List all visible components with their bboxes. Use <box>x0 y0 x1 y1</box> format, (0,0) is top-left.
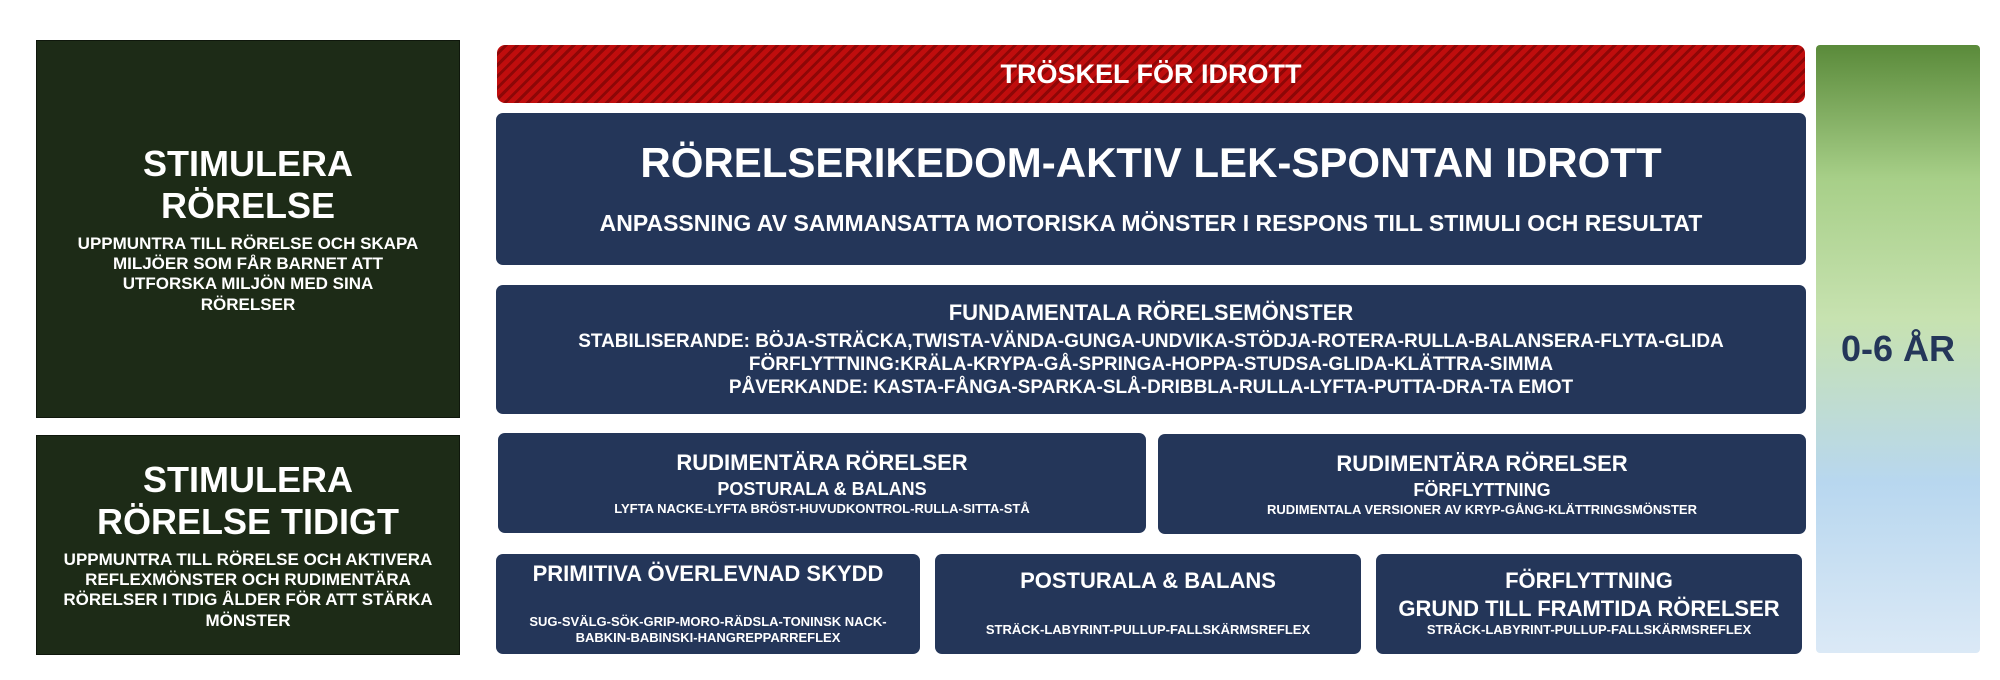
locomotion-foundation-box <box>1376 554 1802 654</box>
postural-balance-box <box>935 554 1361 654</box>
movement-richness-title: RÖRELSERIKEDOM-AKTIV LEK-SPONTAN IDROTT <box>640 139 1662 187</box>
locomotion-foundation-title-line1: FÖRFLYTTNING <box>1505 568 1673 593</box>
stimulate-early-title-line1: STIMULERA <box>142 458 353 500</box>
rudimentary-locomotion-subtitle: FÖRFLYTTNING <box>1413 480 1551 501</box>
threshold-label: TRÖSKEL FÖR IDROTT <box>1000 58 1302 89</box>
fundamental-patterns-box <box>496 285 1806 414</box>
stimulate-movement-box <box>36 40 460 418</box>
rudimentary-postural-detail: LYFTA NACKE-LYFTA BRÖST-HUVUDKONTROL-RULLA-SITTA-STÅ <box>614 500 1030 516</box>
movement-richness-box <box>496 113 1806 265</box>
stimulate-early-movement-box <box>36 435 460 655</box>
movement-richness-subtitle: ANPASSNING AV SAMMANSATTA MOTORISKA MÖNSTER I RESPONS TILL STIMULI OCH RESULTAT <box>599 210 1703 237</box>
stimulate-movement-title <box>143 143 353 228</box>
rudimentary-postural-box <box>498 433 1146 533</box>
threshold-banner <box>497 45 1805 103</box>
stimulate-early-title <box>97 459 399 544</box>
fundamental-patterns-title: FUNDAMENTALA RÖRELSEMÖNSTER <box>948 299 1354 325</box>
fundamental-line-manipulative: PÅVERKANDE: KASTA-FÅNGA-SPARKA-SLÅ-DRIBBLA-RULLA-LYFTA-PUTTA-DRA-TA EMOT <box>728 376 1574 398</box>
rudimentary-postural-title: RUDIMENTÄRA RÖRELSER <box>676 449 968 475</box>
fundamental-line-stabilizing: STABILISERANDE: BÖJA-STRÄCKA,TWISTA-VÄNDA-GUNGA-UNDVIKA-STÖDJA-ROTERA-RULLA-BALANSERA-FLYTA-GLIDA <box>578 331 1724 352</box>
stimulate-early-title-line2: RÖRELSE TIDIGT <box>96 501 399 543</box>
primitive-survival-detail: SUG-SVÄLG-SÖK-GRIP-MORO-RÄDSLA-TONINSK NACK-BABKIN-BABINSKI-HANGREPPARREFLEX <box>529 614 887 645</box>
stimulate-early-desc: UPPMUNTRA TILL RÖRELSE OCH AKTIVERA REFLEXMÖNSTER OCH RUDIMENTÄRA RÖRELSER I TIDIG ÅLDER FÖR ATT STÄRKA MÖNSTER <box>63 549 433 630</box>
locomotion-foundation-title-line2: GRUND TILL FRAMTIDA RÖRELSER <box>1398 596 1780 621</box>
rudimentary-locomotion-box <box>1158 434 1806 534</box>
stimulate-movement-title-line2: RÖRELSE <box>160 185 336 227</box>
age-range-bar <box>1816 45 1980 653</box>
postural-balance-detail: STRÄCK-LABYRINT-PULLUP-FALLSKÄRMSREFLEX <box>985 622 1311 637</box>
postural-balance-title: POSTURALA & BALANS <box>1020 568 1276 593</box>
fundamental-line-locomotion: FÖRFLYTTNING:KRÄLA-KRYPA-GÅ-SPRINGA-HOPPA-STUDSA-GLIDA-KLÄTTRA-SIMMA <box>748 353 1554 375</box>
rudimentary-locomotion-detail: RUDIMENTALA VERSIONER AV KRYP-GÅNG-KLÄTTRINGSMÖNSTER <box>1267 501 1697 517</box>
primitive-survival-title: PRIMITIVA ÖVERLEVNAD SKYDD <box>532 561 884 586</box>
primitive-survival-box <box>496 554 920 654</box>
rudimentary-locomotion-title: RUDIMENTÄRA RÖRELSER <box>1336 450 1628 476</box>
stimulate-movement-desc: UPPMUNTRA TILL RÖRELSE OCH SKAPA MILJÖER SOM FÅR BARNET ATT UTFORSKA MILJÖN MED SINA RÖRELSER <box>77 233 419 314</box>
stimulate-movement-title-line1: STIMULERA <box>143 142 353 184</box>
locomotion-foundation-detail: STRÄCK-LABYRINT-PULLUP-FALLSKÄRMSREFLEX <box>1426 622 1752 637</box>
rudimentary-postural-subtitle: POSTURALA & BALANS <box>717 479 927 500</box>
age-range-label: 0-6 ÅR <box>1840 328 1956 369</box>
